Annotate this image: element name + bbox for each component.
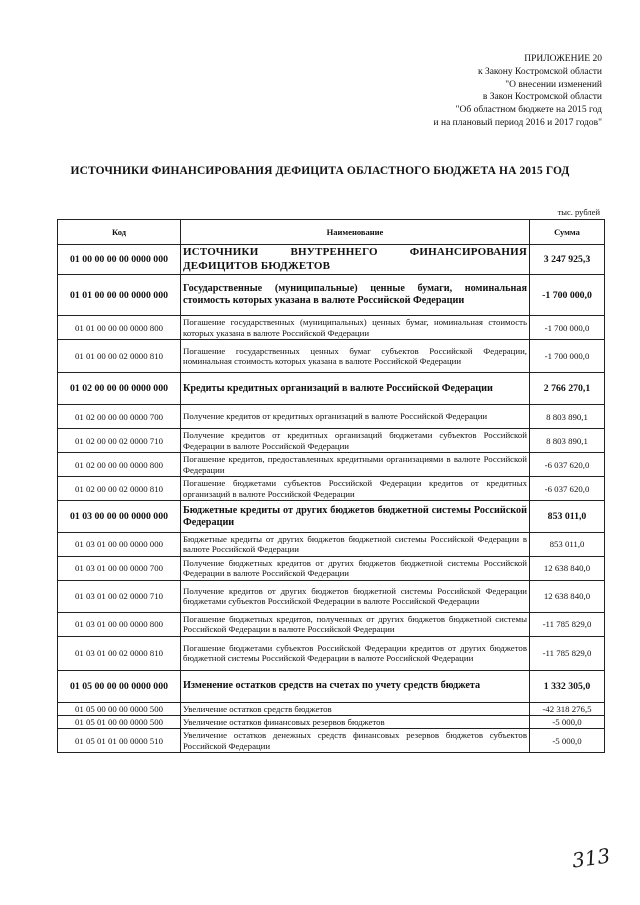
cell-name: Увеличение остатков средств бюджетов (181, 702, 530, 715)
cell-code: 01 02 00 00 00 0000 000 (58, 373, 181, 405)
cell-code: 01 05 00 00 00 0000 500 (58, 702, 181, 715)
table-row (58, 275, 605, 316)
table-row (58, 533, 605, 557)
cell-name: Погашение кредитов, предоставленных кредитными организациями в валюте Российской Федерации (181, 453, 530, 477)
cell-code: 01 05 01 01 00 0000 510 (58, 729, 181, 753)
cell-sum: -11 785 829,0 (530, 636, 605, 670)
table-row (58, 729, 605, 753)
table-row (58, 556, 605, 580)
sources-table (57, 219, 605, 753)
cell-name: Бюджетные кредиты от других бюджетов бюджетной системы Российской Федерации (181, 501, 530, 533)
handwritten-page-number: 313 (570, 843, 612, 873)
cell-name: Государственные (муниципальные) ценные бумаги, номинальная стоимость которых указана в валюте Российской Федерации (181, 275, 530, 316)
column-header-name: Наименование (181, 220, 530, 245)
cell-name: Погашение государственных (муниципальных) ценных бумаг, номинальная стоимость которых указана в валюте Российской Федерации (181, 316, 530, 340)
table-row (58, 636, 605, 670)
cell-sum: -11 785 829,0 (530, 612, 605, 636)
table-row (58, 501, 605, 533)
table-row (58, 580, 605, 612)
table-row (58, 340, 605, 373)
cell-sum: -5 000,0 (530, 715, 605, 728)
cell-code: 01 01 00 00 00 0000 800 (58, 316, 181, 340)
cell-sum: 853 011,0 (530, 501, 605, 533)
appendix-line: ПРИЛОЖЕНИЕ 20 (524, 54, 602, 64)
cell-sum: 2 766 270,1 (530, 373, 605, 405)
cell-code: 01 02 00 00 00 0000 800 (58, 453, 181, 477)
cell-code: 01 03 01 00 02 0000 710 (58, 580, 181, 612)
cell-code: 01 02 00 00 02 0000 710 (58, 429, 181, 453)
cell-name: Получение кредитов от кредитных организаций в валюте Российской Федерации (181, 405, 530, 429)
cell-sum: 8 803 890,1 (530, 429, 605, 453)
cell-sum: 1 332 305,0 (530, 670, 605, 702)
cell-code: 01 03 01 00 00 0000 800 (58, 612, 181, 636)
cell-sum: -6 037 620,0 (530, 453, 605, 477)
cell-code: 01 03 01 00 00 0000 000 (58, 533, 181, 557)
cell-code: 01 01 00 00 00 0000 000 (58, 275, 181, 316)
cell-name: Погашение бюджетных кредитов, полученных от других бюджетов бюджетной системы Российской Федерации в валюте Российской Федерации (181, 612, 530, 636)
table-row (58, 453, 605, 477)
column-header-code: Код (58, 220, 181, 245)
appendix-header (434, 53, 602, 130)
table-row (58, 702, 605, 715)
appendix-line: "О внесении изменений (505, 79, 602, 90)
table-header-row (58, 220, 605, 245)
document-title: ИСТОЧНИКИ ФИНАНСИРОВАНИЯ ДЕФИЦИТА ОБЛАСТНОГО БЮДЖЕТА НА 2015 ГОД (70, 165, 570, 177)
cell-code: 01 05 00 00 00 0000 000 (58, 670, 181, 702)
cell-code: 01 03 00 00 00 0000 000 (58, 501, 181, 533)
units-label: тыс. рублей (557, 207, 600, 217)
cell-code: 01 02 00 00 02 0000 810 (58, 477, 181, 501)
cell-name: Увеличение остатков финансовых резервов бюджетов (181, 715, 530, 728)
cell-name: Изменение остатков средств на счетах по учету средств бюджета (181, 670, 530, 702)
cell-name: Погашение бюджетами субъектов Российской Федерации кредитов от кредитных организаций в валюте Российской Федерации (181, 477, 530, 501)
table-row (58, 612, 605, 636)
table-row (58, 670, 605, 702)
cell-name: Кредиты кредитных организаций в валюте Российской Федерации (181, 373, 530, 405)
table-body (58, 245, 605, 753)
table-row (58, 316, 605, 340)
cell-sum: 3 247 925,3 (530, 245, 605, 275)
appendix-line: к Закону Костромской области (477, 66, 602, 77)
cell-name: Погашение государственных ценных бумаг субъектов Российской Федерации, номинальная стоимость которых указана в валюте Российской Федерации (181, 340, 530, 373)
cell-code: 01 02 00 00 00 0000 700 (58, 405, 181, 429)
column-header-sum: Сумма (530, 220, 605, 245)
cell-name: Погашение бюджетами субъектов Российской Федерации кредитов от других бюджетов бюджетной системы Российской Федерации в валюте Российской Федерации (181, 636, 530, 670)
cell-sum: 853 011,0 (530, 533, 605, 557)
cell-code: 01 03 01 00 00 0000 700 (58, 556, 181, 580)
table-row (58, 373, 605, 405)
cell-sum: -5 000,0 (530, 729, 605, 753)
cell-name: Получение бюджетных кредитов от других бюджетов бюджетной системы Российской Федерации в валюте Российской Федерации (181, 556, 530, 580)
table-row (58, 245, 605, 275)
cell-name: Получение кредитов от других бюджетов бюджетной системы Российской Федерации бюджетами субъектов Российской Федерации в валюте Российской Федерации (181, 580, 530, 612)
cell-sum: -1 700 000,0 (530, 316, 605, 340)
table-row (58, 715, 605, 728)
cell-sum: 8 803 890,1 (530, 405, 605, 429)
table-row (58, 477, 605, 501)
cell-sum: -6 037 620,0 (530, 477, 605, 501)
cell-sum: 12 638 840,0 (530, 556, 605, 580)
appendix-line: и на плановый период 2016 и 2017 годов" (433, 117, 602, 128)
cell-sum: -1 700 000,0 (530, 340, 605, 373)
appendix-line: в Закон Костромской области (482, 92, 602, 103)
cell-sum: -42 318 276,5 (530, 702, 605, 715)
cell-name: Бюджетные кредиты от других бюджетов бюджетной системы Российской Федерации в валюте Российской Федерации (181, 533, 530, 557)
cell-code: 01 03 01 00 02 0000 810 (58, 636, 181, 670)
cell-sum: 12 638 840,0 (530, 580, 605, 612)
table-row (58, 429, 605, 453)
cell-name: Получение кредитов от кредитных организаций бюджетами субъектов Российской Федерации в валюте Российской Федерации (181, 429, 530, 453)
appendix-line: "Об областном бюджете на 2015 год (455, 105, 602, 116)
cell-sum: -1 700 000,0 (530, 275, 605, 316)
cell-code: 01 00 00 00 00 0000 000 (58, 245, 181, 275)
cell-name: ИСТОЧНИКИ ВНУТРЕННЕГО ФИНАНСИРОВАНИЯ ДЕФИЦИТОВ БЮДЖЕТОВ (181, 245, 530, 275)
table-row (58, 405, 605, 429)
cell-code: 01 01 00 00 02 0000 810 (58, 340, 181, 373)
cell-name: Увеличение остатков денежных средств финансовых резервов бюджетов субъектов Российской Федерации (181, 729, 530, 753)
cell-code: 01 05 01 00 00 0000 500 (58, 715, 181, 728)
